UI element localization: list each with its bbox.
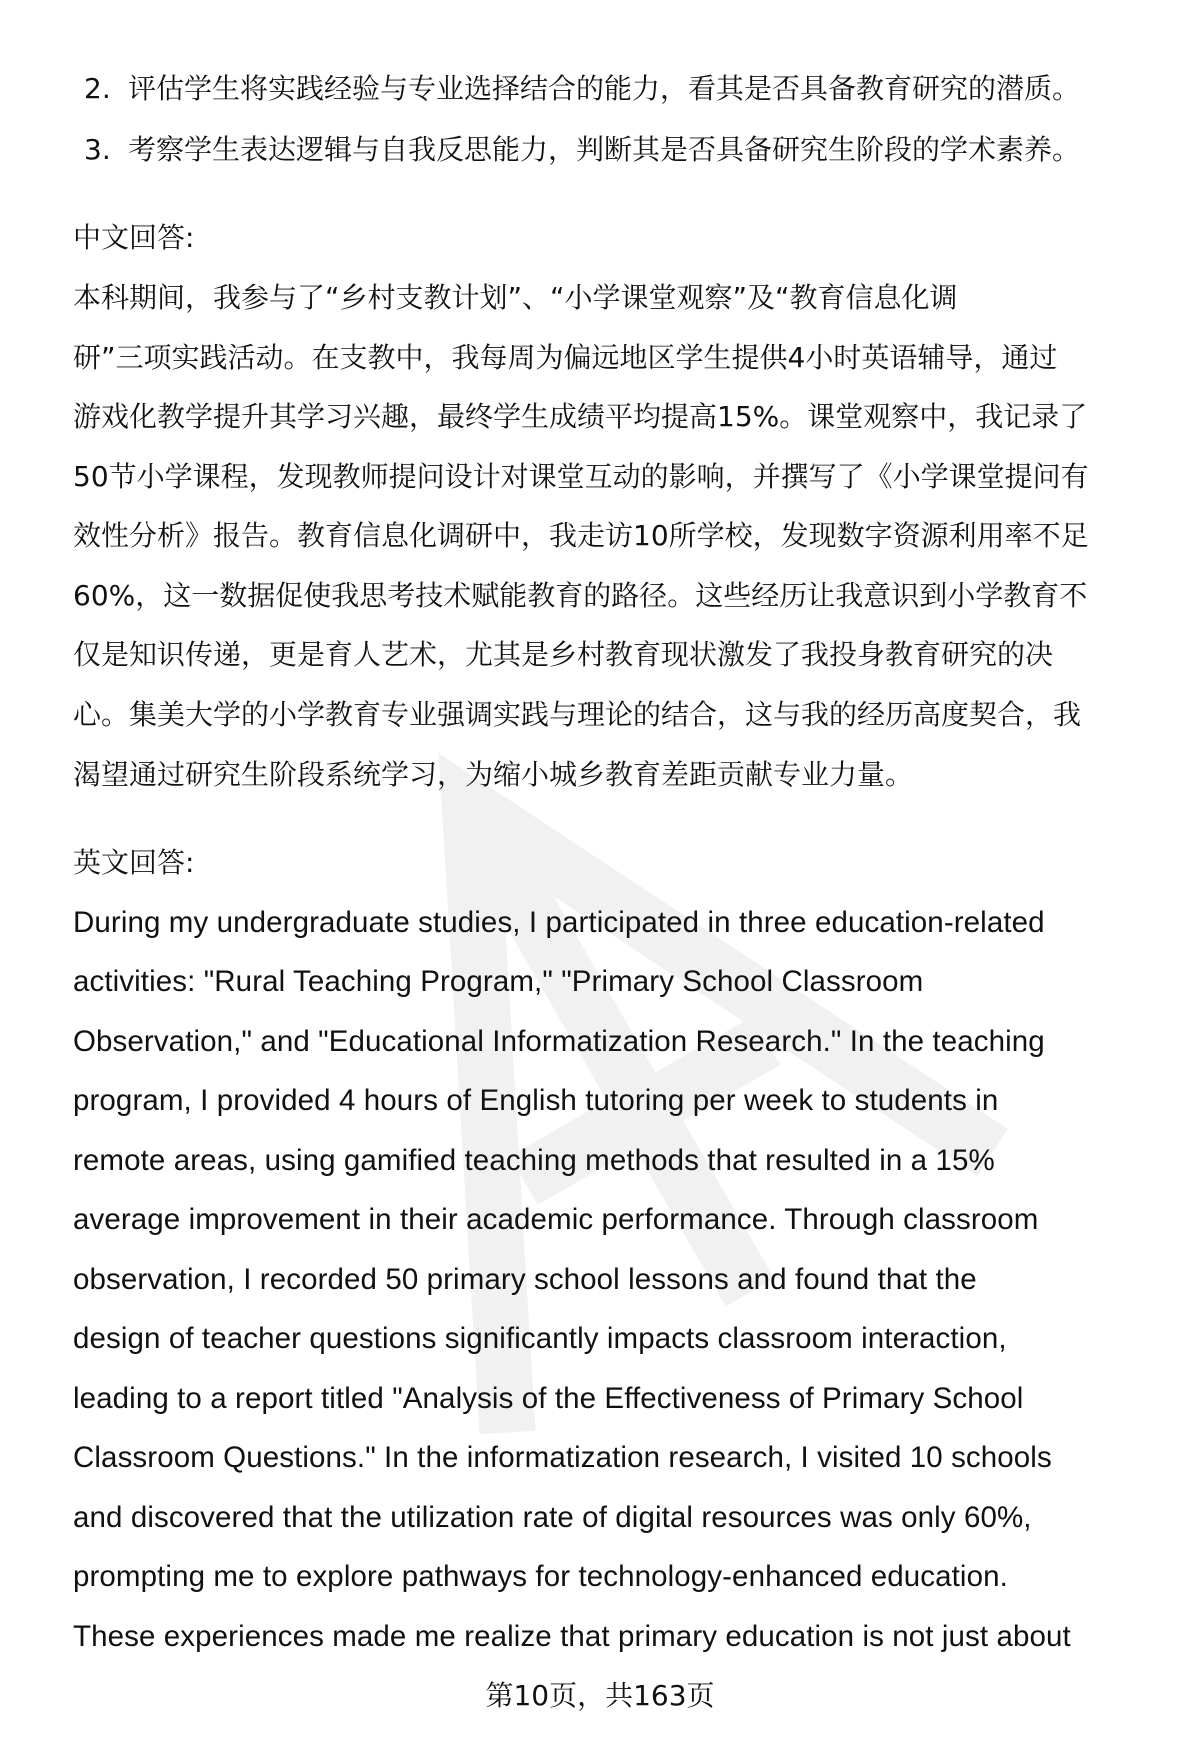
paragraph-line: 仅是知识传递，更是育人艺术，尤其是乡村教育现状激发了我投身教育研究的决 bbox=[73, 638, 1054, 671]
paragraph-line: average improvement in their academic performance. Through classroom bbox=[73, 1203, 1039, 1236]
paragraph-line: 本科期间，我参与了“乡村支教计划”、“小学课堂观察”及“教育信息化调 bbox=[73, 281, 958, 314]
criteria-item bbox=[84, 72, 1080, 106]
paragraph-line: 渴望通过研究生阶段系统学习，为缩小城乡教育差距贡献专业力量。 bbox=[73, 758, 914, 791]
paragraph-line: activities: "Rural Teaching Program," "Primary School Classroom bbox=[73, 965, 924, 998]
criteria-item bbox=[84, 133, 1080, 167]
paragraph-line: remote areas, using gamified teaching methods that resulted in a 15% bbox=[73, 1144, 995, 1177]
paragraph-line: 60%，这一数据促使我思考技术赋能教育的路径。这些经历让我意识到小学教育不 bbox=[73, 579, 1088, 612]
chinese-answer-heading: 中文回答: bbox=[73, 221, 195, 254]
paragraph-line: Observation," and "Educational Informatization Research." In the teaching bbox=[73, 1025, 1045, 1058]
paragraph-line: 50节小学课程，发现教师提问设计对课堂互动的影响，并撰写了《小学课堂提问有 bbox=[73, 460, 1089, 493]
paragraph-line: 心。集美大学的小学教育专业强调实践与理论的结合，这与我的经历高度契合，我 bbox=[73, 698, 1082, 731]
criteria-number: 2. bbox=[84, 72, 111, 105]
paragraph-line: leading to a report titled "Analysis of the Effectiveness of Primary School bbox=[73, 1382, 1024, 1415]
paragraph-line: design of teacher questions significantly impacts classroom interaction, bbox=[73, 1322, 1007, 1355]
page-number: 第10页，共163页 bbox=[485, 1679, 715, 1712]
paragraph-line: observation, I recorded 50 primary school lessons and found that the bbox=[73, 1263, 977, 1296]
english-answer-heading: 英文回答: bbox=[73, 846, 195, 879]
criteria-text: 评估学生将实践经验与专业选择结合的能力，看其是否具备教育研究的潜质。 bbox=[128, 72, 1081, 105]
paragraph-line: Classroom Questions." In the informatization research, I visited 10 schools bbox=[73, 1441, 1052, 1474]
paragraph-line: and discovered that the utilization rate of digital resources was only 60%, bbox=[73, 1501, 1032, 1534]
paragraph-line: program, I provided 4 hours of English tutoring per week to students in bbox=[73, 1084, 999, 1117]
paragraph-line: 游戏化教学提升其学习兴趣，最终学生成绩平均提高15%。课堂观察中，我记录了 bbox=[73, 400, 1088, 433]
paragraph-line: 研”三项实践活动。在支教中，我每周为偏远地区学生提供4小时英语辅导，通过 bbox=[73, 341, 1058, 374]
paragraph-line: prompting me to explore pathways for technology-enhanced education. bbox=[73, 1560, 1008, 1593]
paragraph-line: These experiences made me realize that primary education is not just about bbox=[73, 1620, 1071, 1653]
criteria-text: 考察学生表达逻辑与自我反思能力，判断其是否具备研究生阶段的学术素养。 bbox=[128, 133, 1081, 166]
paragraph-line: During my undergraduate studies, I participated in three education-related bbox=[73, 906, 1045, 939]
criteria-number: 3. bbox=[84, 133, 111, 166]
paragraph-line: 效性分析》报告。教育信息化调研中，我走访10所学校，发现数字资源利用率不足 bbox=[73, 519, 1089, 552]
